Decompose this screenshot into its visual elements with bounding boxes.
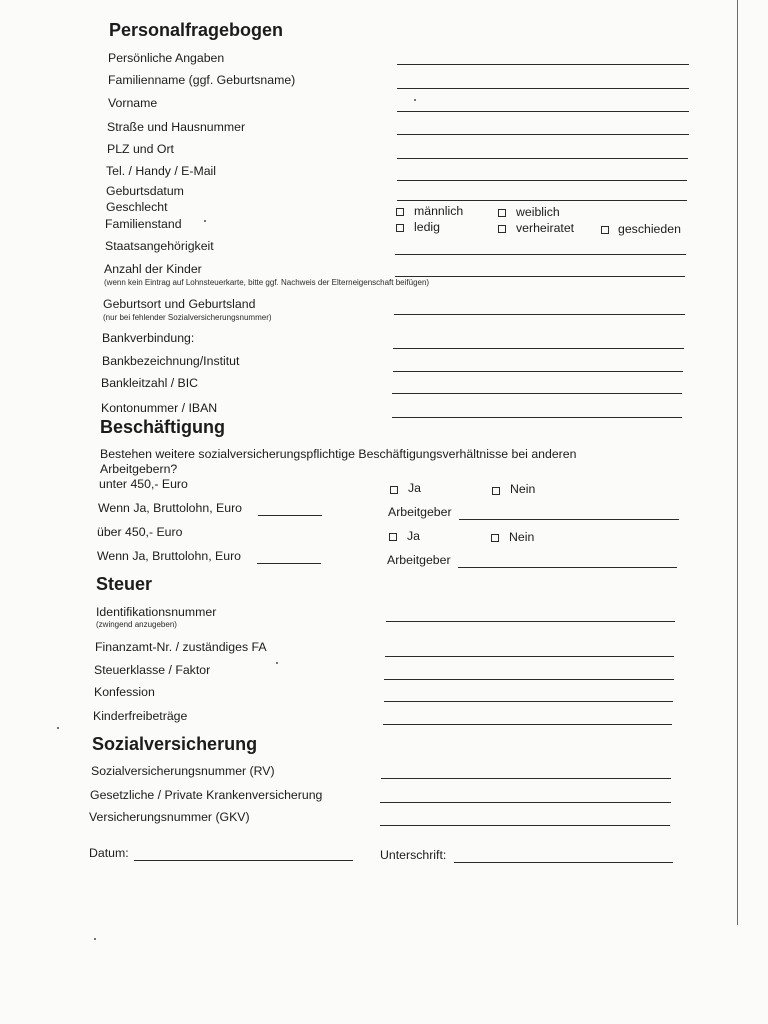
bank-field[interactable] — [393, 348, 684, 349]
over-450-no-checkbox[interactable] — [491, 534, 499, 542]
under-450-employer-field[interactable] — [459, 519, 679, 520]
over-450-yes-checkbox[interactable] — [389, 533, 397, 541]
employment-question-line2: Arbeitgebern? — [100, 462, 178, 476]
children-label: Anzahl der Kinder — [104, 262, 202, 276]
under-450-gross-field[interactable] — [258, 515, 322, 516]
gender-female-label: weiblich — [516, 205, 560, 219]
under-450-no-label: Nein — [510, 482, 536, 496]
ssn-field[interactable] — [381, 778, 671, 779]
bank-name-field[interactable] — [393, 371, 683, 372]
section-label-personal: Persönliche Angaben — [108, 51, 225, 65]
marital-married-label: verheiratet — [516, 221, 575, 235]
health-insurance-field[interactable] — [380, 802, 671, 803]
under-450-yes-checkbox[interactable] — [390, 486, 398, 494]
child-allowance-field[interactable] — [383, 724, 672, 725]
personal-line-field[interactable] — [397, 64, 689, 65]
marital-status-label: Familienstand — [105, 217, 182, 231]
signature-field[interactable] — [454, 862, 673, 863]
birthplace-label: Geburtsort und Geburtsland — [103, 297, 256, 311]
first-name-field[interactable] — [397, 111, 689, 112]
children-note: (wenn kein Eintrag auf Lohnsteuerkarte, bitte ggf. Nachweis der Elterneigenschaft beifügen) — [104, 278, 430, 287]
bank-code-field[interactable] — [392, 393, 682, 394]
id-number-field[interactable] — [386, 621, 675, 622]
over-450-yes-label: Ja — [407, 529, 420, 543]
insurance-number-field[interactable] — [380, 825, 670, 826]
over-450-employer-field[interactable] — [458, 567, 677, 568]
birthplace-field[interactable] — [394, 314, 685, 315]
street-field[interactable] — [397, 134, 689, 135]
page-title: Personalfragebogen — [109, 20, 284, 40]
family-name-label: Familienname (ggf. Geburtsname) — [108, 73, 296, 87]
employment-question-line1: Bestehen weitere sozialversicherungspflichtige Beschäftigungsverhältnisse bei anderen — [100, 447, 577, 461]
tax-office-field[interactable] — [385, 656, 674, 657]
phone-field[interactable] — [397, 180, 687, 181]
scan-speck — [276, 662, 278, 664]
id-number-note: (zwingend anzugeben) — [96, 620, 177, 629]
id-number-label: Identifikationsnummer — [96, 605, 217, 619]
signature-label: Unterschrift: — [380, 848, 447, 862]
tax-office-label: Finanzamt-Nr. / zuständiges FA — [95, 640, 267, 654]
child-allowance-label: Kinderfreibeträge — [93, 709, 188, 723]
street-label: Straße und Hausnummer — [107, 120, 246, 134]
gender-male-checkbox[interactable] — [396, 208, 404, 216]
page-edge — [737, 0, 738, 925]
scan-speck — [94, 938, 96, 940]
under-450-label: unter 450,- Euro — [99, 477, 188, 491]
first-name-label: Vorname — [108, 96, 158, 110]
under-450-yes-label: Ja — [408, 481, 421, 495]
marital-single-label: ledig — [414, 220, 440, 234]
children-field[interactable] — [395, 276, 685, 277]
birthdate-label: Geburtsdatum — [106, 184, 184, 198]
social-heading: Sozialversicherung — [92, 734, 258, 754]
gender-label: Geschlecht — [106, 200, 168, 214]
gender-female-checkbox[interactable] — [498, 209, 506, 217]
gender-male-label: männlich — [414, 204, 464, 218]
birthplace-note: (nur bei fehlender Sozialversicherungsnummer) — [103, 313, 272, 322]
family-name-field[interactable] — [397, 88, 689, 89]
phone-label: Tel. / Handy / E-Mail — [106, 164, 217, 178]
marital-divorced-checkbox[interactable] — [601, 226, 609, 234]
scan-speck — [204, 220, 206, 222]
marital-single-checkbox[interactable] — [396, 224, 404, 232]
bank-name-label: Bankbezeichnung/Institut — [102, 354, 240, 368]
bank-code-label: Bankleitzahl / BIC — [101, 376, 199, 390]
over-450-gross-field[interactable] — [257, 563, 321, 564]
ssn-label: Sozialversicherungsnummer (RV) — [91, 764, 275, 778]
employment-heading: Beschäftigung — [100, 417, 226, 437]
scan-speck — [414, 99, 416, 101]
nationality-label: Staatsangehörigkeit — [105, 239, 214, 253]
over-450-no-label: Nein — [509, 530, 535, 544]
religion-field[interactable] — [384, 701, 673, 702]
birthdate-field[interactable] — [397, 200, 687, 201]
under-450-gross-label: Wenn Ja, Bruttolohn, Euro — [98, 501, 243, 515]
tax-heading: Steuer — [96, 574, 153, 594]
date-field[interactable] — [134, 860, 353, 861]
under-450-employer-label: Arbeitgeber — [388, 505, 452, 519]
date-label: Datum: — [89, 846, 129, 860]
over-450-gross-label: Wenn Ja, Bruttolohn, Euro — [97, 549, 242, 563]
bank-label: Bankverbindung: — [102, 331, 195, 345]
zip-city-field[interactable] — [397, 158, 688, 159]
tax-class-field[interactable] — [384, 679, 674, 680]
under-450-no-checkbox[interactable] — [492, 487, 500, 495]
marital-married-checkbox[interactable] — [498, 225, 506, 233]
tax-class-label: Steuerklasse / Faktor — [94, 663, 211, 677]
marital-divorced-label: geschieden — [618, 222, 681, 236]
account-label: Kontonummer / IBAN — [101, 401, 218, 415]
scan-speck — [57, 727, 59, 729]
nationality-field[interactable] — [395, 254, 686, 255]
religion-label: Konfession — [94, 685, 155, 699]
insurance-number-label: Versicherungsnummer (GKV) — [89, 810, 250, 824]
health-insurance-label: Gesetzliche / Private Krankenversicherung — [90, 788, 323, 802]
over-450-label: über 450,- Euro — [97, 525, 183, 539]
over-450-employer-label: Arbeitgeber — [387, 553, 451, 567]
account-field[interactable] — [392, 417, 682, 418]
zip-city-label: PLZ und Ort — [107, 142, 174, 156]
